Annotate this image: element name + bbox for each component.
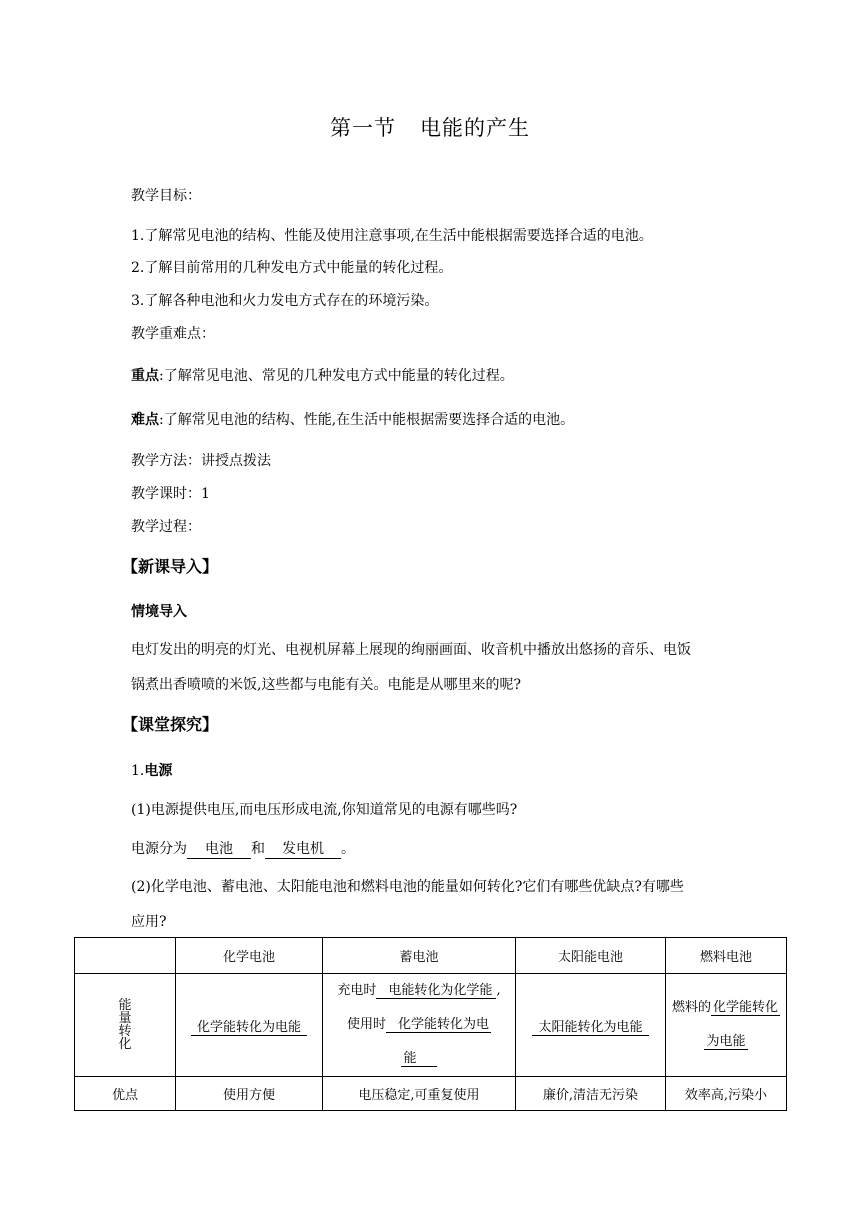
table-header-cell: 蓄电池 <box>323 938 516 974</box>
storage-charge-prefix: 充电时 <box>337 983 377 998</box>
table-row-advantages <box>75 1077 787 1111</box>
table-row-energy <box>75 974 787 1077</box>
key-points-heading: 教学重难点： <box>131 326 215 342</box>
storage-use-b: 能 <box>401 1051 436 1067</box>
answer-blank-battery: 电池 <box>187 841 251 859</box>
intro-subheading: 情境导入 <box>131 604 187 620</box>
difficult-point-line <box>131 410 574 430</box>
storage-use-prefix: 使用时 <box>346 1017 386 1032</box>
table-header-row <box>75 938 787 974</box>
storage-charge: 电能转化为化学能 <box>376 983 496 999</box>
title-section-number: 第一节 <box>330 116 396 140</box>
question-2-line-1: (2)化学电池、蓄电池、太阳能电池和燃料电池的能量如何转化?它们有哪些优缺点?有哪些 <box>131 879 684 895</box>
fuel-prefix: 燃料的 <box>671 1000 711 1015</box>
key-label: 重点 <box>131 368 159 384</box>
fuel-energy-b: 为电能 <box>706 1034 746 1049</box>
table-cell <box>666 974 787 1077</box>
storage-use-a: 化学能转化为电 <box>386 1017 491 1033</box>
question-1: (1)电源提供电压,而电压形成电流,你知道常见的电源有哪些吗? <box>131 802 518 818</box>
intro-paragraph-line-2: 锅煮出香喷喷的米饭,这些都与电能有关。电能是从哪里来的呢? <box>131 677 521 693</box>
table-header-cell: 化学电池 <box>176 938 323 974</box>
explore-sub-number: 1. <box>131 763 145 779</box>
explore-heading: 【课堂探究】 <box>122 715 219 734</box>
objective-item-2: 2.了解目前常用的几种发电方式中能量的转化过程。 <box>131 260 453 276</box>
objective-item-3: 3.了解各种电池和火力发电方式存在的环境污染。 <box>131 293 439 309</box>
table-header-cell: 燃料电池 <box>666 938 787 974</box>
teaching-hours: 教学课时：1 <box>131 486 210 502</box>
answer-mid: 和 <box>251 841 265 857</box>
difficult-text: :了解常见电池的结构、性能,在生活中能根据需要选择合适的电池。 <box>159 412 575 428</box>
answer-end: 。 <box>341 841 355 857</box>
table-cell: 使用方便 <box>176 1077 323 1111</box>
explore-sub-title: 电源 <box>144 763 173 779</box>
table-cell: 电压稳定,可重复使用 <box>323 1077 516 1111</box>
answer-prefix: 电源分为 <box>131 841 187 857</box>
page-title <box>0 112 860 142</box>
energy-label-text: 能量转化 <box>118 997 132 1052</box>
table-header-cell <box>75 938 176 974</box>
teaching-process: 教学过程： <box>131 519 201 535</box>
teaching-method: 教学方法：讲授点拨法 <box>131 453 271 469</box>
key-point-line <box>131 366 514 386</box>
explore-subheading <box>131 761 172 781</box>
solar-energy: 太阳能转化为电能 <box>532 1020 648 1036</box>
difficult-label: 难点 <box>131 412 159 428</box>
question-2-line-2: 应用? <box>131 914 167 930</box>
table-header-cell: 太阳能电池 <box>516 938 666 974</box>
table-cell: 廉价,清洁无污染 <box>516 1077 666 1111</box>
answer-line <box>131 839 355 859</box>
chem-energy: 化学能转化为电能 <box>191 1020 307 1036</box>
table-cell: 效率高,污染小 <box>666 1077 787 1111</box>
intro-heading: 【新课导入】 <box>122 557 219 576</box>
battery-comparison-table <box>74 937 787 1111</box>
title-text: 电能的产生 <box>420 116 530 140</box>
advantages-row-label: 优点 <box>75 1077 176 1111</box>
table-cell <box>176 974 323 1077</box>
answer-blank-generator: 发电机 <box>265 841 341 859</box>
intro-paragraph-line-1: 电灯发出的明亮的灯光、电视机屏幕上展现的绚丽画面、收音机中播放出悠扬的音乐、电饭 <box>131 642 691 658</box>
fuel-energy-a: 化学能转化 <box>713 1000 779 1015</box>
objectives-heading: 教学目标： <box>131 188 201 204</box>
key-text: :了解常见电池、常见的几种发电方式中能量的转化过程。 <box>159 368 514 384</box>
table-cell <box>323 974 516 1077</box>
storage-comma: , <box>496 983 501 998</box>
objective-item-1: 1.了解常见电池的结构、性能及使用注意事项,在生活中能根据需要选择合适的电池。 <box>131 228 653 244</box>
table-cell <box>516 974 666 1077</box>
energy-row-label <box>75 974 176 1077</box>
